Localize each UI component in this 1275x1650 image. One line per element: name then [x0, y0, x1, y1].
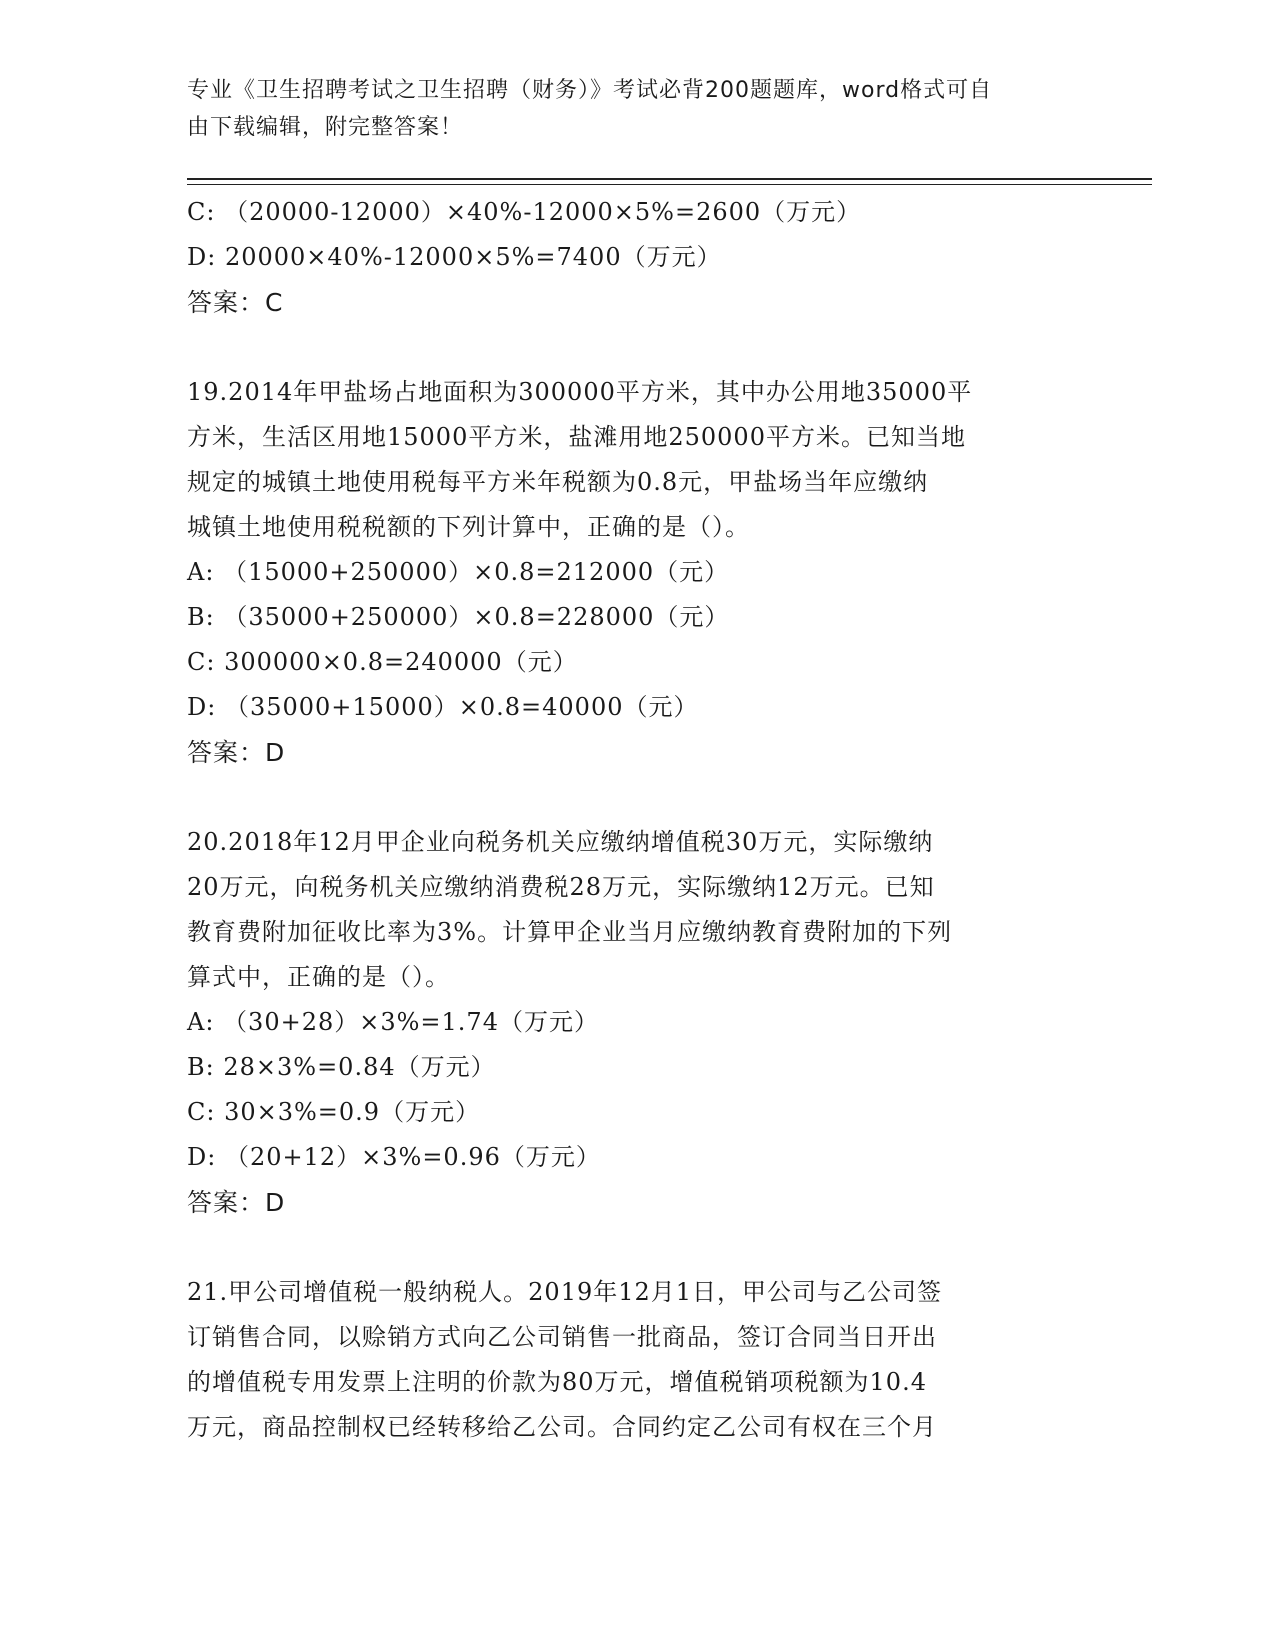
- spacer: [187, 1225, 1077, 1270]
- header-line-2: 由下载编辑，附完整答案！: [187, 115, 464, 140]
- page-header: [187, 72, 1087, 146]
- question-text-line: 20万元，向税务机关应缴纳消费税28万元，实际缴纳12万元。已知: [187, 873, 935, 901]
- question-text-line: 规定的城镇土地使用税每平方米年税额为0.8元，甲盐场当年应缴纳: [187, 468, 929, 496]
- option-a: A: （15000+250000）×0.8=212000（元）: [187, 558, 730, 586]
- document-body: [187, 190, 1077, 1450]
- option-d: D: （20+12）×3%=0.96（万元）: [187, 1143, 601, 1171]
- question-text-line: 教育费附加征收比率为3%。计算甲企业当月应缴纳教育费附加的下列: [187, 918, 953, 946]
- header-rule-thin: [187, 184, 1152, 185]
- question-20: [187, 820, 1077, 1225]
- option-d: D: 20000×40%-12000×5%=7400（万元）: [187, 243, 722, 271]
- question-18-tail: [187, 190, 1077, 325]
- question-text-line: 方米，生活区用地15000平方米，盐滩用地250000平方米。已知当地: [187, 423, 966, 451]
- question-text-line: 算式中，正确的是（）。: [187, 963, 450, 991]
- question-text-line: 万元，商品控制权已经转移给乙公司。合同约定乙公司有权在三个月: [187, 1413, 937, 1441]
- question-text-line: 20.2018年12月甲企业向税务机关应缴纳增值税30万元，实际缴纳: [187, 828, 934, 856]
- option-d: D: （35000+15000）×0.8=40000（元）: [187, 693, 699, 721]
- question-text-line: 21.甲公司增值税一般纳税人。2019年12月1日，甲公司与乙公司签: [187, 1278, 943, 1306]
- question-text-line: 城镇土地使用税税额的下列计算中，正确的是（）。: [187, 513, 750, 541]
- question-text-line: 19.2014年甲盐场占地面积为300000平方米，其中办公用地35000平: [187, 378, 973, 406]
- option-a: A: （30+28）×3%=1.74（万元）: [187, 1008, 599, 1036]
- question-text-line: 订销售合同，以赊销方式向乙公司销售一批商品，签订合同当日开出: [187, 1323, 937, 1351]
- question-text-line: 的增值税专用发票上注明的价款为80万元，增值税销项税额为10.4: [187, 1368, 927, 1396]
- option-c: C: 30×3%=0.9（万元）: [187, 1098, 481, 1126]
- option-b: B: （35000+250000）×0.8=228000（元）: [187, 603, 730, 631]
- option-c: C: （20000-12000）×40%-12000×5%=2600（万元）: [187, 198, 862, 226]
- answer-label: 答案：D: [187, 738, 286, 767]
- answer-label: 答案：D: [187, 1188, 286, 1217]
- question-21: [187, 1270, 1077, 1450]
- question-19: [187, 370, 1077, 775]
- answer-label: 答案：C: [187, 288, 284, 317]
- header-line-1: 专业《卫生招聘考试之卫生招聘（财务）》考试必背200题题库，word格式可自: [187, 78, 993, 103]
- spacer: [187, 775, 1077, 820]
- option-c: C: 300000×0.8=240000（元）: [187, 648, 578, 676]
- header-rule-thick: [187, 178, 1152, 180]
- spacer: [187, 325, 1077, 370]
- option-b: B: 28×3%=0.84（万元）: [187, 1053, 496, 1081]
